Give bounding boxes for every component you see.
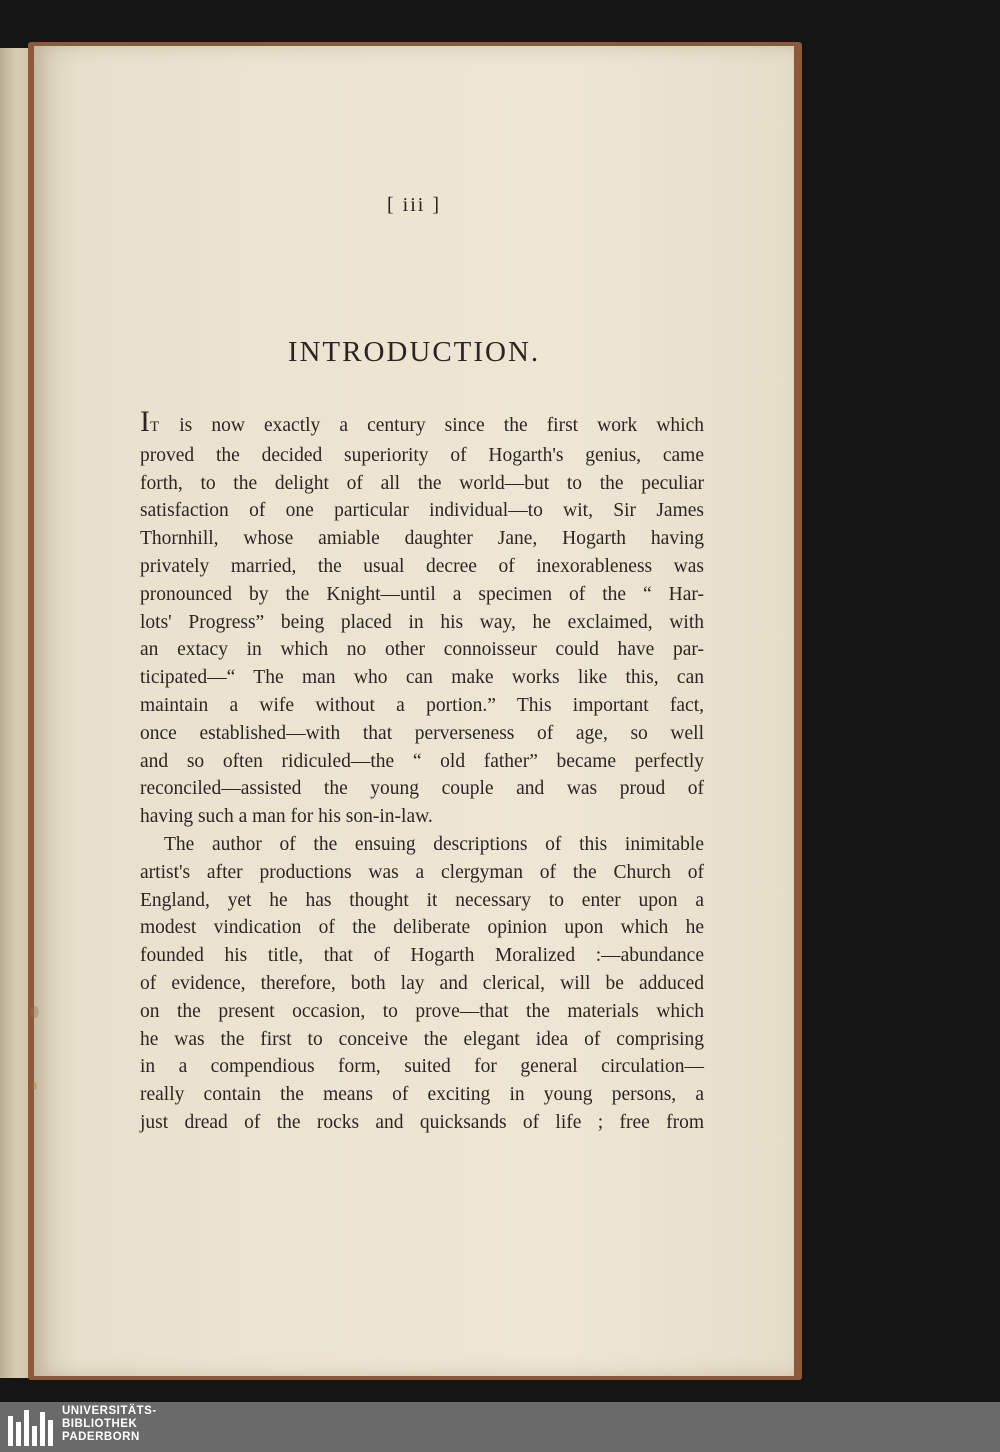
- text-line: reconciled—assisted the young couple and was proud of: [140, 778, 704, 800]
- text-line: ticipated—“ The man who can make works like this, can: [140, 667, 704, 689]
- logo-line: PADERBORN: [62, 1431, 140, 1443]
- logo-line: BIBLIOTHEK: [62, 1418, 138, 1430]
- text-line: maintain a wife without a portion.” This important fact,: [140, 694, 704, 716]
- text-line: having such a man for his son-in-law.: [140, 806, 433, 828]
- small-caps: T: [150, 419, 161, 435]
- text-line: founded his title, that of Hogarth Moralized :—abundance: [140, 945, 704, 967]
- text-line: just dread of the rocks and quicksands of life ; free from: [140, 1111, 704, 1133]
- text-line: The author of the ensuing descriptions of this inimitable: [164, 833, 704, 855]
- text-line: proved the decided superiority of Hogarth's genius, came: [140, 444, 704, 466]
- text-line: artist's after productions was a clergyman of the Church of: [140, 861, 704, 883]
- library-footer-bar: [0, 1402, 1000, 1452]
- text-line: in a compendious form, suited for general circulation—: [140, 1056, 704, 1078]
- library-logo-icon: [8, 1408, 56, 1446]
- body-text: [140, 405, 704, 1137]
- foxing-stain: [30, 1006, 39, 1018]
- text-line: and so often ridiculed—the “ old father” became perfectly: [140, 750, 704, 772]
- text-line: Thornhill, whose amiable daughter Jane, Hogarth having: [140, 528, 704, 550]
- text-line: an extacy in which no other connoisseur could have par-: [140, 639, 704, 661]
- page-title: INTRODUCTION.: [287, 336, 541, 368]
- text-line: really contain the means of exciting in young persons, a: [140, 1084, 704, 1106]
- logo-line: UNIVERSITÄTS-: [62, 1405, 157, 1417]
- text-line: IT is now exactly a century since the first work which: [140, 405, 704, 438]
- text-line: modest vindication of the deliberate opinion upon which he: [140, 917, 704, 939]
- text-line: lots' Progress” being placed in his way, he exclaimed, with: [140, 611, 704, 633]
- text-line: England, yet he has thought it necessary to enter upon a: [140, 889, 704, 911]
- text-line: pronounced by the Knight—until a specimen of the “ Har-: [140, 583, 704, 605]
- library-logo-text: [62, 1405, 157, 1444]
- text-line: privately married, the usual decree of inexorableness was: [140, 555, 704, 577]
- foxing-stain: [31, 1082, 37, 1090]
- text-line: forth, to the delight of all the world—but to the peculiar: [140, 472, 704, 494]
- book-page: [34, 46, 794, 1376]
- text-line: he was the first to conceive the elegant idea of comprising: [140, 1028, 704, 1050]
- drop-initial: I: [140, 405, 150, 438]
- text-line: of evidence, therefore, both lay and clerical, will be adduced: [140, 972, 704, 994]
- text-line: on the present occasion, to prove—that the materials which: [140, 1000, 704, 1022]
- text-line: once established—with that perverseness of age, so well: [140, 722, 704, 744]
- text-line: satisfaction of one particular individual—to wit, Sir James: [140, 500, 704, 522]
- page-number: [ iii ]: [387, 194, 441, 216]
